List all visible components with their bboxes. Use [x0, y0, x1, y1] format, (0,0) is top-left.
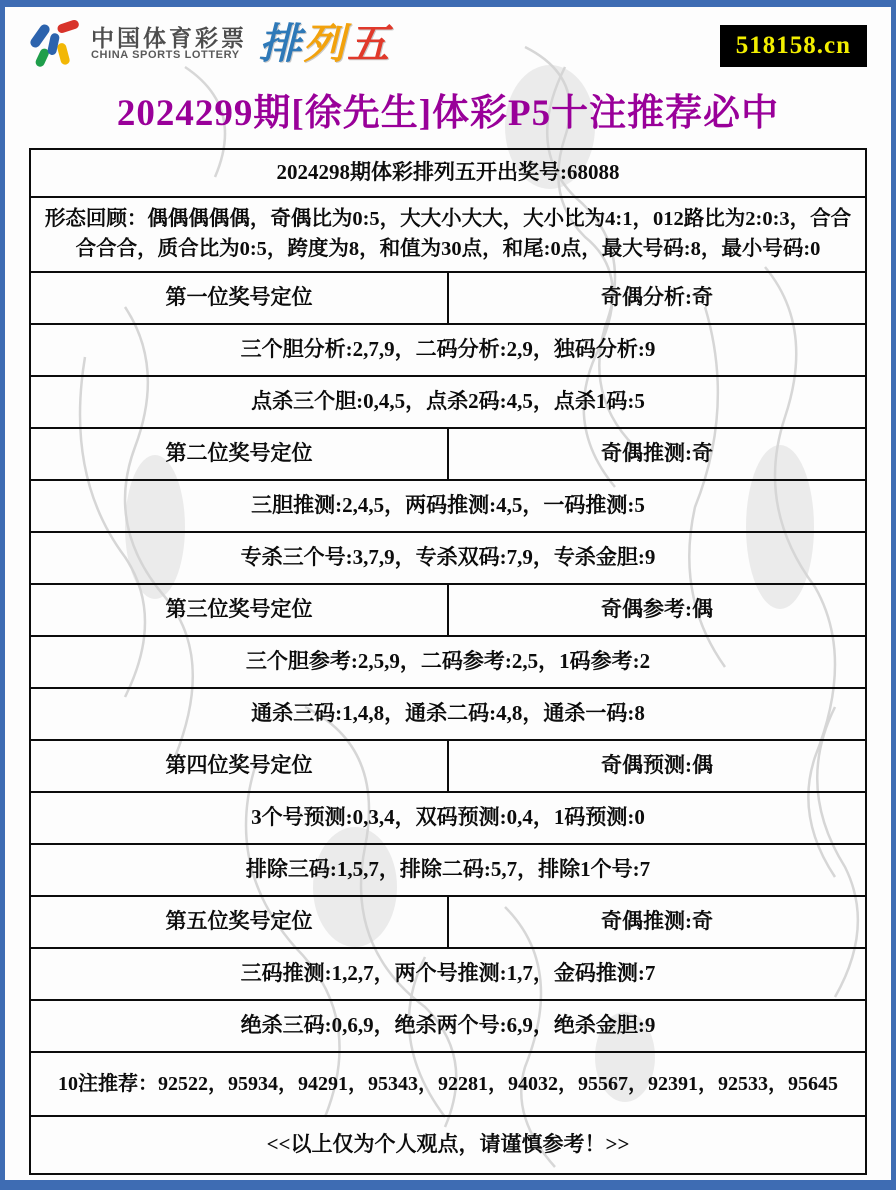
table-row-section	[31, 897, 865, 949]
table-cell: 三码推测:1,2,7，两个号推测:1,7，金码推测:7	[240, 961, 656, 986]
section-title-cell: 第一位奖号定位	[31, 273, 449, 323]
parity-analysis-cell: 奇偶参考:偶	[601, 597, 713, 622]
table-cell: 形态回顾：偶偶偶偶偶，奇偶比为0:5，大大小大大，大小比为4:1，012路比为2:0:3，合合合合合，质合比为0:5，跨度为8，和值为30点，和尾:0点，最大号码:8，最小号码:0	[44, 207, 852, 261]
game-name-char: 排	[259, 20, 304, 67]
lottery-logo	[29, 17, 391, 71]
section-title-cell: 第五位奖号定位	[31, 897, 449, 947]
brand-name-en: CHINA SPORTS LOTTERY	[91, 49, 240, 62]
table-cell: 通杀三码:1,4,8，通杀二码:4,8，通杀一码:8	[251, 701, 645, 726]
table-cell: 三个胆分析:2,7,9，二码分析:2,9，独码分析:9	[240, 337, 656, 362]
table-row	[31, 377, 865, 429]
table-cell: 三胆推测:2,4,5，两码推测:4,5，一码推测:5	[251, 493, 645, 518]
parity-analysis-cell: 奇偶预测:偶	[601, 753, 713, 778]
table-row-section	[31, 273, 865, 325]
header	[5, 7, 891, 136]
section-title-cell: 第三位奖号定位	[31, 585, 449, 635]
brand-name-cn: 中国体育彩票	[91, 25, 247, 52]
game-name-char: 五	[347, 20, 392, 67]
table-row-section	[31, 585, 865, 637]
table-row	[31, 949, 865, 1001]
parity-analysis-cell: 奇偶推测:奇	[601, 909, 713, 934]
table-row	[31, 1117, 865, 1173]
brand-text	[91, 26, 247, 62]
page-title: 2024299期[徐先生]体彩P5十注推荐必中	[116, 93, 780, 134]
table-cell: 专杀三个号:3,7,9，专杀双码:7,9，专杀金胆:9	[240, 545, 656, 570]
table-row	[31, 845, 865, 897]
table-row-section	[31, 429, 865, 481]
sports-lottery-icon	[29, 17, 83, 71]
section-title-cell: 第四位奖号定位	[31, 741, 449, 791]
table-row	[31, 1001, 865, 1053]
site-badge: 518158.cn	[720, 25, 867, 67]
parity-analysis-cell: 奇偶推测:奇	[601, 441, 713, 466]
game-name	[259, 20, 392, 67]
section-title-cell: 第二位奖号定位	[31, 429, 449, 479]
table-cell: 排除三码:1,5,7，排除二码:5,7，排除1个号:7	[245, 857, 651, 882]
table-cell: 绝杀三码:0,6,9，绝杀两个号:6,9，绝杀金胆:9	[240, 1013, 656, 1038]
table-row-section	[31, 741, 865, 793]
table-row	[31, 198, 865, 274]
parity-analysis-cell: 奇偶分析:奇	[601, 285, 713, 310]
table-cell: 点杀三个胆:0,4,5，点杀2码:4,5，点杀1码:5	[251, 389, 645, 414]
table-row	[31, 533, 865, 585]
table-cell: <<以上仅为个人观点，请谨慎参考！>>	[266, 1132, 630, 1157]
table-row	[31, 325, 865, 377]
table-row	[31, 1053, 865, 1117]
table-row	[31, 481, 865, 533]
game-name-char: 列	[303, 20, 348, 67]
table-cell: 3个号预测:0,3,4，双码预测:0,4，1码预测:0	[251, 805, 645, 830]
table-row	[31, 150, 865, 198]
table-cell: 2024298期体彩排列五开出奖号:68088	[276, 159, 620, 184]
prediction-table	[29, 148, 867, 1176]
table-row	[31, 637, 865, 689]
table-cell: 三个胆参考:2,5,9，二码参考:2,5，1码参考:2	[245, 649, 651, 674]
brand-row	[5, 7, 891, 83]
table-row	[31, 793, 865, 845]
table-cell: 10注推荐：92522，95934，94291，95343，92281，94032，95567，92391，92533，95645	[58, 1073, 838, 1096]
table-row	[31, 689, 865, 741]
